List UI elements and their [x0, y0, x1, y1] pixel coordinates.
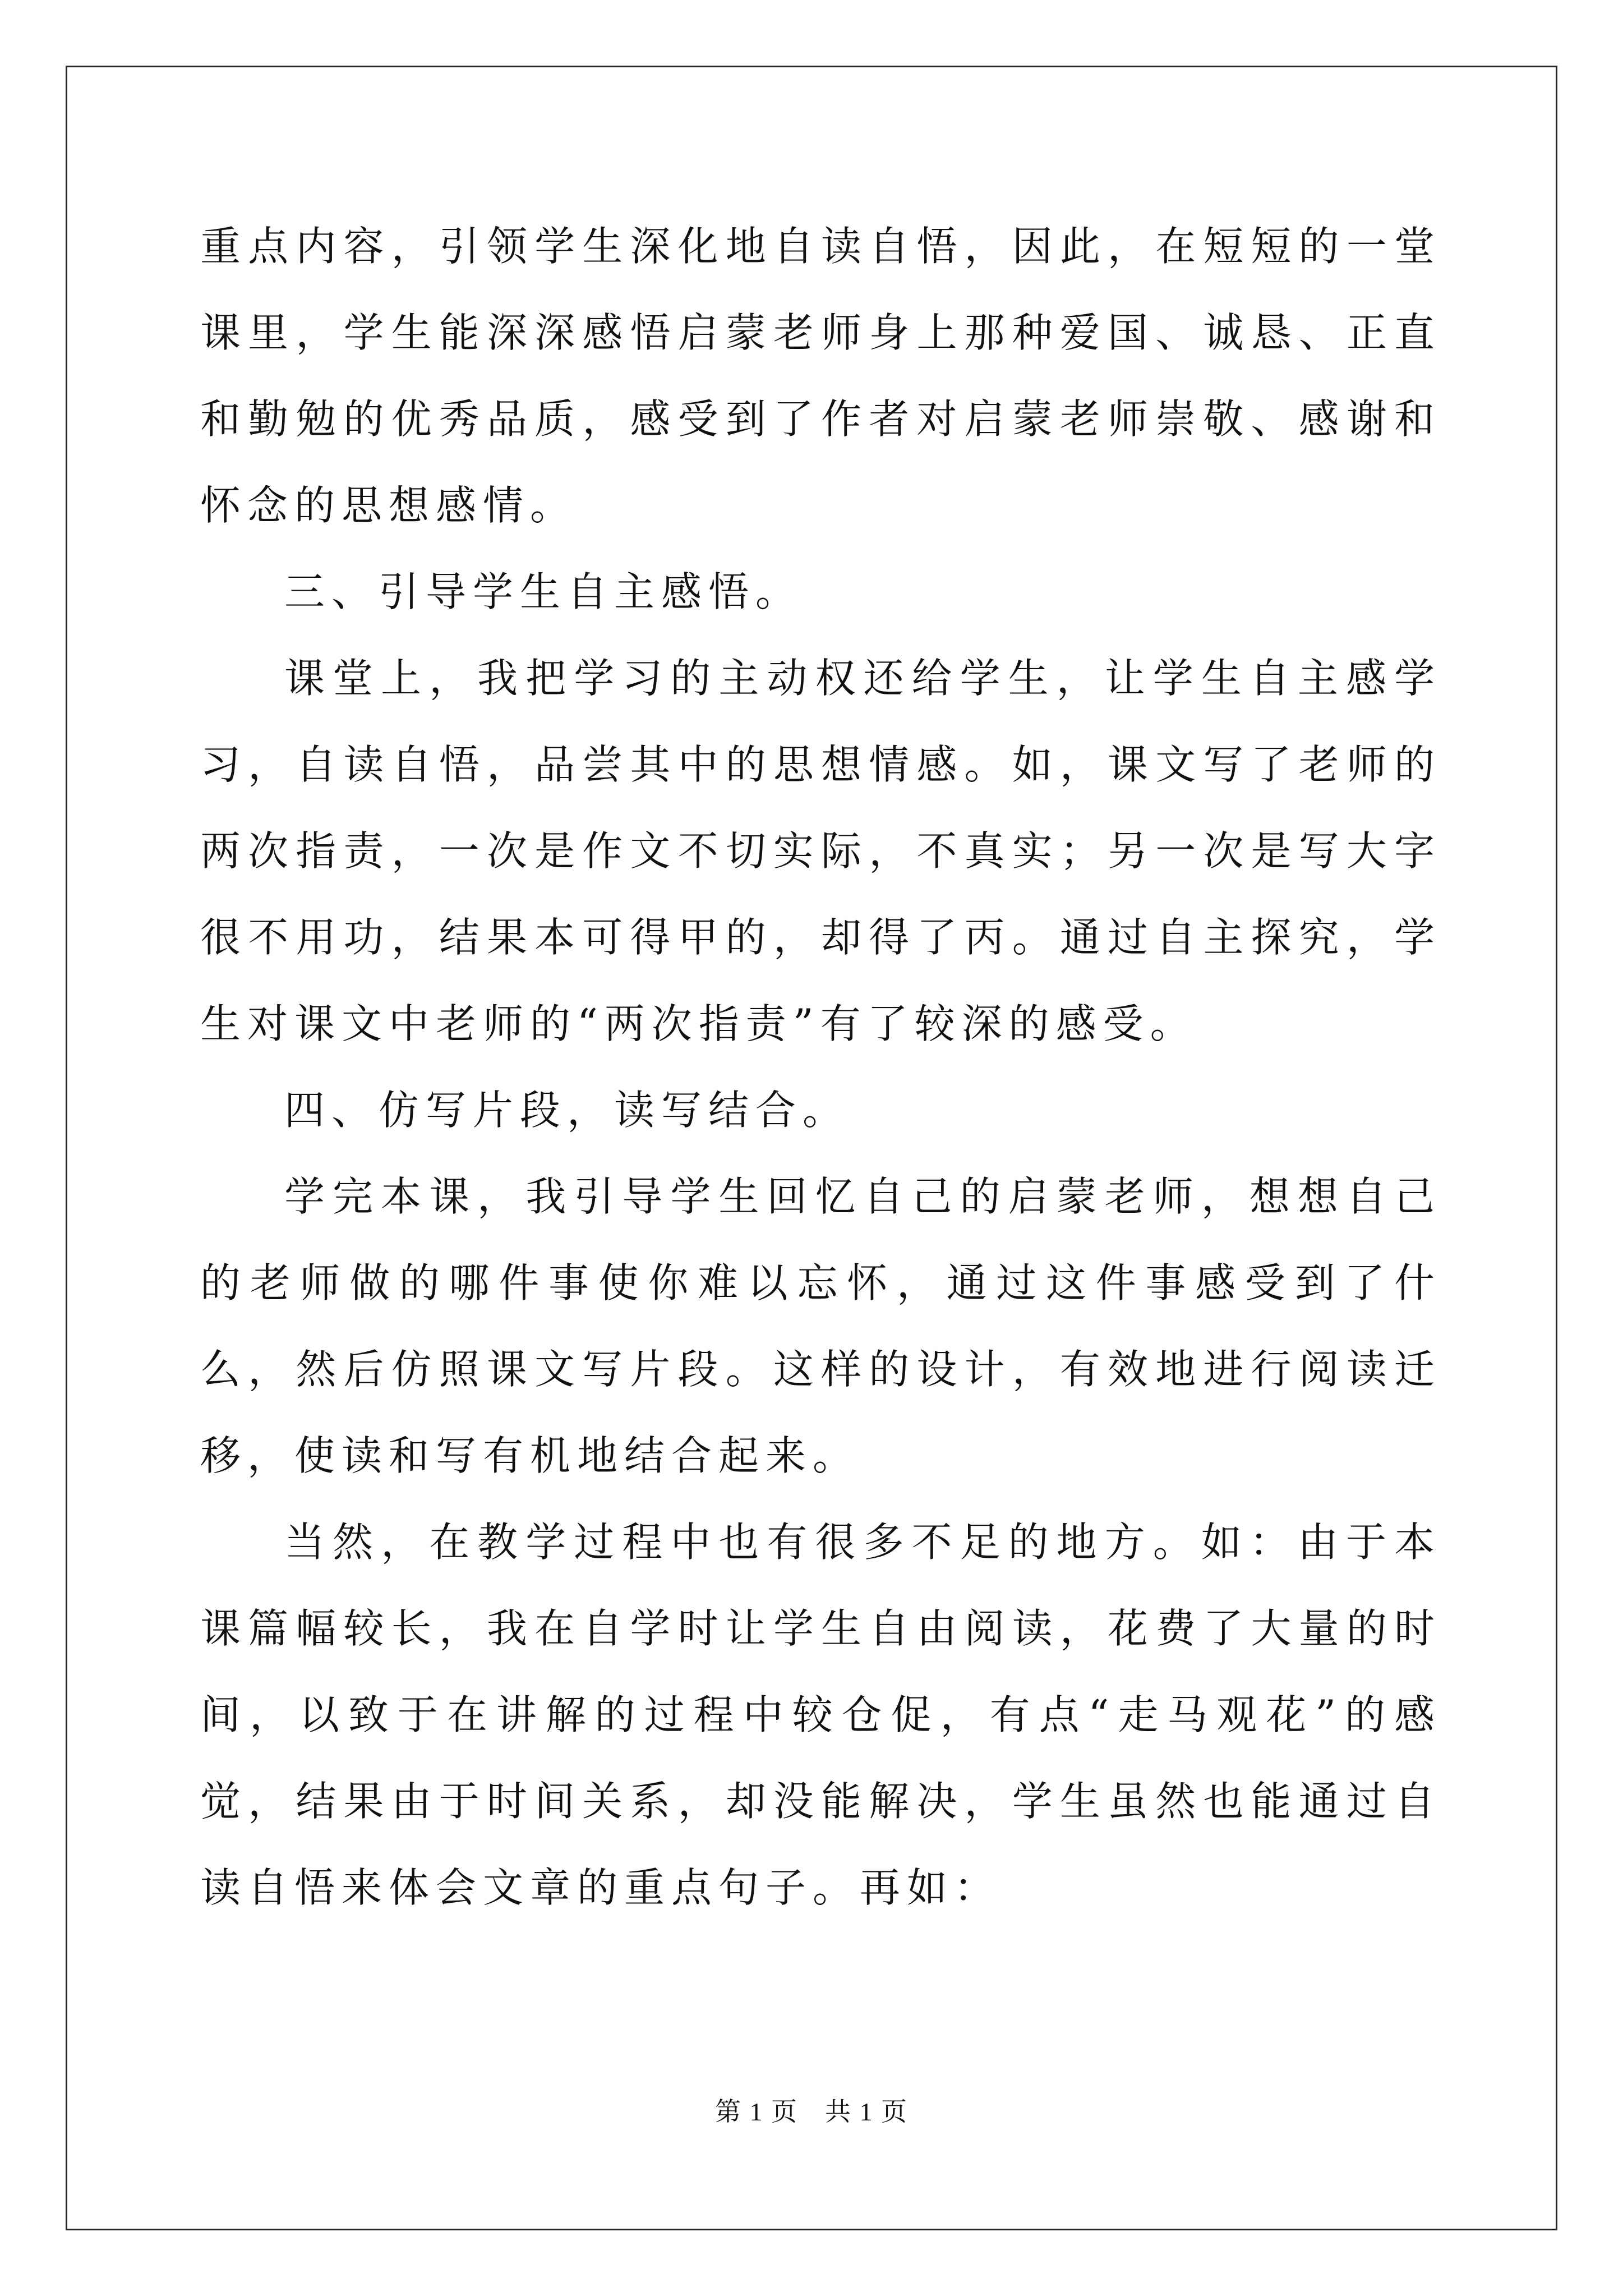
paragraph-self-study: 课堂上，我把学习的主动权还给学生，让学生自主感学习，自读自悟，品尝其中的思想情感。如，课文写了老师的两次指责，一次是作文不切实际，不真实；另一次是写大字很不用功，结果本可得甲的，却得了丙。通过自主探究，学生对课文中老师的“两次指责”有了较深的感受。 — [200, 655, 1441, 1047]
section-heading-three: 三、引导学生自主感悟。 — [284, 568, 803, 615]
document-body — [200, 203, 1441, 1931]
paragraph-writing-practice: 学完本课，我引导学生回忆自己的启蒙老师，想想自己的老师做的哪件事使你难以忘怀，通过这件事感受到了什么，然后仿照课文写片段。这样的设计，有效地进行阅读迁移，使读和写有机地结合起来。 — [200, 1173, 1441, 1479]
paragraph-continuation: 重点内容，引领学生深化地自读自悟，因此，在短短的一堂课里，学生能深深感悟启蒙老师身上那种爱国、诚恳、正直和勤勉的优秀品质，感受到了作者对启蒙老师崇敬、感谢和怀念的思想感情。 — [200, 223, 1441, 529]
section-heading-four: 四、仿写片段，读写结合。 — [284, 1087, 850, 1134]
paragraph-shortcomings: 当然，在教学过程中也有很多不足的地方。如：由于本课篇幅较长，我在自学时让学生自由阅读，花费了大量的时间，以致于在讲解的过程中较仓促，有点“走马观花”的感觉，结果由于时间关系，却没能解决，学生虽然也能通过自读自悟来体会文章的重点句子。再如： — [200, 1519, 1441, 1911]
page-number-footer: 第 1 页 共 1 页 — [715, 2097, 908, 2126]
